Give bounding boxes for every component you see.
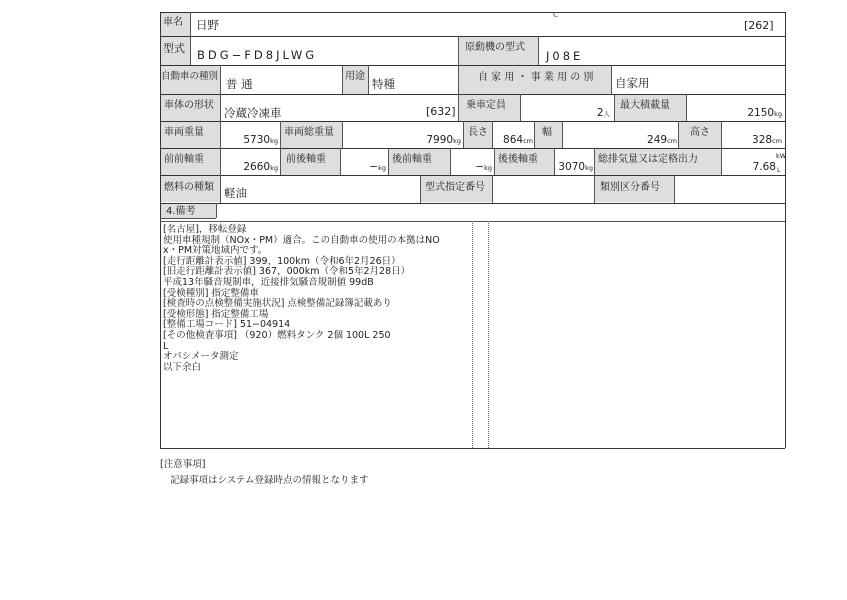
table-rule [160,203,785,204]
cell-divider [220,65,221,94]
cell-divider [450,148,451,175]
remarks-line: オパシメータ測定 [163,351,239,363]
cell-divider [458,94,459,121]
maxload-value: 2150kg [747,107,782,119]
table-rule [160,94,785,95]
front-rear-axle-value: −kg [369,161,386,173]
remarks-line: [整備工場コード] 51−04914 [163,319,291,331]
cell-divider [388,148,389,175]
table-rule [785,12,786,448]
table-rule [160,12,785,13]
remarks-header-rule [160,218,216,219]
remarks-line: x・PM対策地域内です。 [163,245,268,257]
purpose-value: 自家用 [615,76,650,90]
cell-divider [594,175,595,203]
engine-value: J08E [546,49,584,63]
remarks-line: [受検形態] 指定整備工場 [163,308,269,320]
use-value: 特種 [372,77,395,91]
kind-label: 自動車の種別 [161,71,219,82]
height-label: 高さ [690,127,710,138]
remarks-title: 4.備考 [166,206,196,217]
remarks-line: 以下余白 [163,361,202,373]
rear-front-axle-label: 後前軸重 [392,154,432,165]
cell-divider [674,175,675,203]
cell-divider [190,12,191,36]
rear-front-axle-value: −kg [475,161,492,173]
maker-label: 車名 [163,17,183,28]
page-mark: c [553,10,558,20]
notes-title: [注意事項] [160,459,206,470]
cell-divider [458,65,459,94]
notes-text: 記録事項はシステム登録時点の情報となります [170,475,369,486]
cell-divider [190,36,191,65]
cell-divider [458,36,459,65]
height-value: 328cm [752,134,782,146]
category-number-label: 類別区分番号 [600,182,660,193]
remarks-line: [旧走行距離計表示値] 367，000km（令和5年2月28日） [163,266,411,278]
remarks-divider [488,221,489,448]
displacement-unit-kw: kW [776,152,787,160]
cell-divider [721,121,722,148]
cell-divider [220,94,221,121]
cell-divider [611,65,612,94]
rear-rear-axle-label: 後後軸重 [498,154,538,165]
cell-divider [220,175,221,203]
cell-divider [492,121,493,148]
displacement-unit-l: L [777,166,781,174]
cell-divider [420,175,421,203]
remarks-line: 使用車種規制（NOx・PM）適合。この自動車の使用の本拠はNO [163,234,440,246]
cell-divider [220,148,221,175]
body-code: [632] [426,105,456,118]
remarks-line: [名古屋]，移転登録 [163,224,247,235]
cell-divider [686,94,687,121]
cell-divider [492,175,493,203]
cell-divider [368,65,369,94]
engine-label: 原動機の型式 [465,42,525,53]
capacity-label: 乗車定員 [466,100,506,111]
cell-divider [342,121,343,148]
cell-divider [280,121,281,148]
cell-divider [538,36,539,65]
model-label: 型式 [163,42,185,55]
front-front-axle-label: 前前軸重 [164,154,204,165]
remarks-header-rule [216,203,217,218]
table-rule [160,65,785,66]
cell-divider [340,148,341,175]
table-rule [160,148,785,149]
kind-value: 普 通 [226,77,253,91]
table-rule [160,175,785,176]
remarks-body [163,225,440,373]
cell-divider [220,121,221,148]
cell-divider [562,121,563,148]
displacement-value: 7.68 [752,161,776,173]
width-value: 249cm [647,134,677,146]
model-value: BDG−FD8JLWG [197,48,318,62]
remarks-line: [走行距離計表示値] 399，100km（令和6年2月26日） [163,255,401,267]
front-front-axle-value: 2660kg [243,161,278,173]
length-label: 長さ [468,127,488,138]
body-value: 冷蔵冷凍車 [224,106,282,120]
fuel-label: 燃料の種類 [164,182,214,193]
remarks-divider [472,221,473,448]
maker-code: [262] [744,19,774,32]
remarks-line: 平成13年騒音規制車，近接排気騒音規制値 99dB [163,276,374,288]
gross-value: 7990kg [426,134,461,146]
cell-divider [678,121,679,148]
remarks-line: [その他検査事項] （920）燃料タンク 2個 100L 250 [163,329,391,341]
cell-divider [463,121,464,148]
capacity-value: 2人 [596,107,610,119]
weight-value: 5730kg [243,134,278,146]
length-value: 864cm [503,134,533,146]
maxload-label: 最大積載量 [620,100,670,111]
width-label: 幅 [542,127,552,138]
displacement-label: 総排気量又は定格出力 [598,154,698,165]
remarks-line: L [163,340,169,352]
cell-divider [594,148,595,175]
cell-divider [520,94,521,121]
maker-value: 日野 [196,18,219,32]
cell-divider [614,94,615,121]
type-number-label: 型式指定番号 [425,182,485,193]
cell-divider [342,65,343,94]
cell-divider [280,148,281,175]
purpose-label: 自 家 用 ・ 事 業 用 の 別 [478,72,594,83]
cell-divider [721,148,722,175]
cell-divider [534,121,535,148]
front-rear-axle-label: 前後軸重 [286,154,326,165]
fuel-value: 軽油 [224,186,247,200]
gross-label: 車両総重量 [284,127,334,138]
table-rule [160,448,785,449]
table-rule [160,121,785,122]
rear-rear-axle-value: 3070kg [558,161,593,173]
weight-label: 車両重量 [164,127,204,138]
use-label: 用途 [345,71,365,82]
table-rule [160,36,785,37]
remarks-line: [検査時の点検整備実施状況] 点検整備記録簿記載あり [163,298,392,310]
body-label: 車体の形状 [164,100,214,111]
cell-divider [494,148,495,175]
remarks-line: [受検種別] 指定整備車 [163,287,259,299]
cell-divider [554,148,555,175]
